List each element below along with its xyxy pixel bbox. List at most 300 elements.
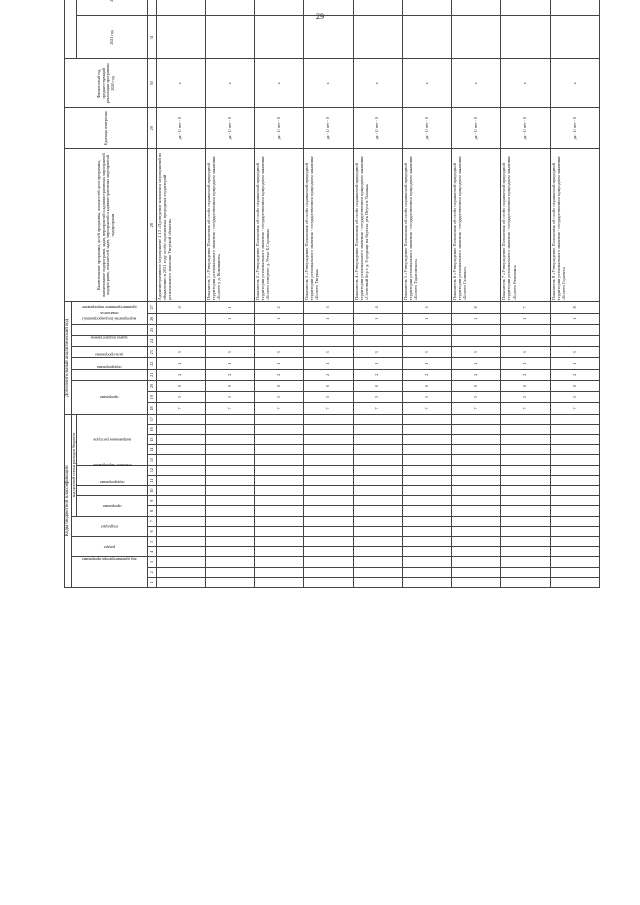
code-cell	[402, 567, 451, 577]
code-cell	[156, 434, 205, 444]
column-number: 21	[148, 369, 156, 380]
code-cell: 0	[304, 380, 353, 391]
unit-cell: да - 1/ нет - 0	[550, 108, 599, 149]
year-value-cell	[402, 0, 451, 16]
code-cell: 1	[550, 358, 599, 369]
column-number: 27	[148, 302, 156, 313]
code-cell	[156, 455, 205, 465]
code-cell	[205, 547, 254, 557]
code-cell	[304, 547, 353, 557]
unit-cell: да - 1/ нет - 0	[402, 108, 451, 149]
code-cell	[156, 557, 205, 567]
event-code-header: мероприятие (подмероприятие)	[71, 336, 148, 347]
code-cell	[452, 475, 501, 485]
code-cell	[156, 424, 205, 434]
code-cell	[402, 536, 451, 546]
code-cell	[452, 324, 501, 335]
code-cell	[501, 336, 550, 347]
fin-year-cell: х	[353, 59, 402, 108]
unit-cell: да - 1/ нет - 0	[304, 108, 353, 149]
row-name: Показатель 3 «Утверждение Положения об особо охраняемой природной территории регионального значения - государственном природном заказнике «Болото Тверка»	[304, 149, 353, 302]
column-number: 17	[148, 414, 156, 424]
unit-cell: да - 1/ нет - 0	[452, 108, 501, 149]
additional-code-header: Дополнительный аналитический код	[65, 302, 72, 414]
fin-year-cell: х	[452, 59, 501, 108]
code-cell	[353, 485, 402, 495]
subprogram-code-header: подпрограмма	[71, 369, 148, 380]
code-cell	[402, 506, 451, 516]
code-cell	[353, 516, 402, 526]
code-cell	[550, 336, 599, 347]
code-cell	[501, 465, 550, 475]
column-number: 9	[148, 496, 156, 506]
code-cell	[205, 526, 254, 536]
column-number	[148, 0, 156, 16]
code-cell	[255, 496, 304, 506]
year-value-cell	[452, 0, 501, 16]
code-cell: 3	[501, 392, 550, 403]
code-cell	[304, 465, 353, 475]
table-row	[304, 0, 353, 588]
code-cell	[304, 424, 353, 434]
code-cell: 3	[353, 347, 402, 358]
code-cell	[353, 577, 402, 587]
year-value-cell	[255, 0, 304, 16]
code-cell	[452, 557, 501, 567]
unit-cell: да - 1/ нет - 0	[353, 108, 402, 149]
column-number: 12	[148, 465, 156, 475]
row-name: Показатель 4 «Утверждение Положения об особо охраняемой природной территории регионального значения - государственном природном заказнике «Сосновый бор с д. Городище на берегах рек Осуга и Тьмака»	[353, 149, 402, 302]
code-cell	[501, 547, 550, 557]
code-cell	[353, 424, 402, 434]
code-cell: 6	[452, 302, 501, 313]
code-cell	[452, 496, 501, 506]
year-value-cell	[550, 0, 599, 16]
code-cell	[353, 324, 402, 335]
code-cell	[353, 496, 402, 506]
code-cell	[156, 526, 205, 536]
row-name: Показатель 5 «Утверждение Положения об особо охраняемой природной территории регионального значения - государственном природном заказнике «Болото Тарасовское»	[402, 149, 451, 302]
section-header: раздел	[71, 536, 148, 556]
code-cell	[304, 445, 353, 455]
code-cell	[304, 336, 353, 347]
code-cell	[255, 336, 304, 347]
code-cell	[452, 455, 501, 465]
fin-year-cell: х	[304, 59, 353, 108]
column-number: 8	[148, 506, 156, 516]
code-cell	[452, 536, 501, 546]
code-cell	[501, 485, 550, 495]
table-row	[501, 0, 550, 588]
code-cell	[255, 455, 304, 465]
code-cell	[205, 414, 254, 424]
code-cell	[255, 536, 304, 546]
code-cell: 1	[452, 358, 501, 369]
code-cell	[501, 496, 550, 506]
row-name: Показатель 2 «Утверждение Положения об особо охраняемой природной территории регионального значения - государственном природном заказнике «Болото севернее д. Устье Б.Соринка»	[255, 149, 304, 302]
code-cell	[304, 496, 353, 506]
code-cell	[550, 567, 599, 577]
code-cell	[255, 445, 304, 455]
code-cell	[452, 577, 501, 587]
code-cell	[550, 465, 599, 475]
table-row	[205, 0, 254, 588]
code-cell: 3	[156, 347, 205, 358]
code-cell	[156, 577, 205, 587]
code-cell: 3	[452, 347, 501, 358]
code-cell	[156, 414, 205, 424]
code-cell	[452, 336, 501, 347]
year-value-cell	[205, 16, 254, 59]
code-cell	[452, 516, 501, 526]
code-cell	[353, 567, 402, 577]
code-cell	[402, 336, 451, 347]
code-cell: 0	[156, 380, 205, 391]
code-cell	[550, 324, 599, 335]
name-header: Наименование программы, целей программы, показателей цели программы, наименование подпрограмм, задач, мероприятий и административных мероприятий подпрограмм, показателей задач, мероприятий и административных мероприятий подпрограмм	[65, 149, 148, 302]
code-cell: 3	[255, 347, 304, 358]
code-cell	[550, 455, 599, 465]
code-cell	[205, 506, 254, 516]
code-cell: 8	[550, 302, 599, 313]
code-cell	[353, 506, 402, 516]
code-cell	[452, 567, 501, 577]
target-article-header: код целевой статьи расходов бюджета	[71, 414, 77, 516]
code-cell: 0	[550, 380, 599, 391]
table-row	[353, 0, 402, 588]
code-cell: 2	[255, 369, 304, 380]
code-cell	[304, 475, 353, 485]
code-cell	[402, 516, 451, 526]
code-cell	[304, 455, 353, 465]
code-cell	[452, 465, 501, 475]
code-cell: 2	[156, 369, 205, 380]
column-number: 15	[148, 434, 156, 444]
fin-year-cell: х	[156, 59, 205, 108]
code-cell	[353, 557, 402, 567]
code-cell	[550, 547, 599, 557]
code-cell: 3	[402, 347, 451, 358]
code-cell: 1	[205, 313, 254, 324]
code-cell: 0	[255, 380, 304, 391]
column-number: 3	[148, 557, 156, 567]
code-cell	[255, 547, 304, 557]
subprogram-header: подпрограмма	[77, 485, 148, 495]
code-cell: 3	[353, 392, 402, 403]
code-cell	[501, 424, 550, 434]
code-cell	[402, 424, 451, 434]
code-cell	[205, 434, 254, 444]
code-cell	[156, 516, 205, 526]
code-cell	[353, 526, 402, 536]
code-cell: 1	[550, 313, 599, 324]
code-cell	[156, 336, 205, 347]
code-cell	[501, 324, 550, 335]
code-cell: 1	[501, 313, 550, 324]
code-cell	[304, 506, 353, 516]
column-number: 13	[148, 455, 156, 465]
code-cell	[205, 567, 254, 577]
code-cell	[205, 557, 254, 567]
code-cell	[255, 577, 304, 587]
code-cell: 0	[353, 380, 402, 391]
code-cell	[205, 496, 254, 506]
code-cell	[255, 557, 304, 567]
year-2022-header	[77, 0, 148, 16]
code-cell	[550, 557, 599, 567]
code-cell	[255, 434, 304, 444]
column-number: 18	[148, 403, 156, 414]
code-cell	[255, 526, 304, 536]
code-cell	[353, 455, 402, 465]
page-number: 29	[316, 12, 324, 21]
code-cell: 3	[304, 302, 353, 313]
program-header: программа	[77, 496, 148, 516]
code-cell: 1	[205, 358, 254, 369]
code-cell: 7	[304, 403, 353, 414]
code-cell	[304, 485, 353, 495]
column-number: 22	[148, 358, 156, 369]
table-row	[255, 0, 304, 588]
column-number: 20	[148, 380, 156, 391]
main-event-header: основное мероприятие	[77, 465, 148, 485]
code-cell: 7	[501, 403, 550, 414]
code-cell: 7	[255, 403, 304, 414]
code-cell: 7	[501, 302, 550, 313]
code-cell	[402, 324, 451, 335]
code-cell	[353, 475, 402, 485]
code-cell	[255, 475, 304, 485]
code-cell	[205, 445, 254, 455]
column-number: 23	[148, 347, 156, 358]
unit-cell: да - 1/ нет - 0	[501, 108, 550, 149]
code-cell	[304, 567, 353, 577]
code-cell: 3	[501, 347, 550, 358]
code-cell: 0	[501, 380, 550, 391]
code-cell: 7	[452, 403, 501, 414]
code-cell	[550, 414, 599, 424]
code-cell	[452, 506, 501, 516]
code-cell	[501, 414, 550, 424]
code-cell	[156, 475, 205, 485]
column-number: 11	[148, 475, 156, 485]
code-cell: 1	[402, 358, 451, 369]
code-cell	[402, 496, 451, 506]
code-cell: 4	[353, 302, 402, 313]
code-cell	[452, 485, 501, 495]
column-number: 24	[148, 336, 156, 347]
code-cell	[402, 577, 451, 587]
code-cell	[156, 485, 205, 495]
code-cell: 1	[353, 313, 402, 324]
code-cell	[402, 455, 451, 465]
column-number: 19	[148, 392, 156, 403]
admin-code-header: код администратора программы	[71, 557, 148, 588]
code-cell: 1	[402, 313, 451, 324]
code-cell	[255, 414, 304, 424]
year-2021-header: 2021 год	[77, 16, 148, 59]
column-number: 4	[148, 547, 156, 557]
code-cell	[550, 577, 599, 587]
year-value-cell	[501, 0, 550, 16]
code-cell	[501, 434, 550, 444]
unit-cell: да - 1/ нет - 0	[156, 108, 205, 149]
code-cell: 1	[304, 313, 353, 324]
code-cell	[501, 445, 550, 455]
code-cell	[304, 526, 353, 536]
code-cell: 3	[304, 347, 353, 358]
code-cell: 3	[550, 392, 599, 403]
row-name: Административное мероприятие 2.13 «Проведение комплекса мероприятий по объявлению в 2021 году особо охраняемых природных территорий регионального значения Тверской области»	[156, 149, 205, 302]
code-cell	[156, 465, 205, 475]
code-cell: 7	[156, 403, 205, 414]
unit-cell: да - 1/ нет - 0	[255, 108, 304, 149]
year-value-cell	[205, 0, 254, 16]
code-cell	[156, 313, 205, 324]
year-value-cell	[304, 0, 353, 16]
column-number: 29	[148, 108, 156, 149]
code-cell	[550, 424, 599, 434]
code-cell: 3	[402, 392, 451, 403]
column-number: 10	[148, 485, 156, 495]
rotated-table-area	[64, 30, 600, 888]
code-cell	[353, 434, 402, 444]
code-cell	[550, 516, 599, 526]
year-value-cell	[353, 16, 402, 59]
code-cell	[205, 455, 254, 465]
code-cell	[304, 577, 353, 587]
code-cell	[501, 516, 550, 526]
code-cell	[501, 567, 550, 577]
program-table-sheet	[64, 0, 600, 588]
code-cell	[452, 526, 501, 536]
code-cell	[255, 485, 304, 495]
code-cell: 7	[402, 403, 451, 414]
code-cell: 1	[156, 358, 205, 369]
code-cell: 3	[156, 392, 205, 403]
unit-header: Единица измерения	[65, 108, 148, 149]
code-cell	[550, 485, 599, 495]
task-code-header: задача подпрограммы	[71, 347, 148, 358]
code-cell	[205, 516, 254, 526]
admin-event-header: административное мероприятие	[71, 324, 148, 335]
table-row	[402, 0, 451, 588]
code-cell	[156, 496, 205, 506]
code-cell	[205, 424, 254, 434]
program-indicators-table	[64, 0, 600, 588]
code-cell: 3	[304, 392, 353, 403]
code-cell: 3	[550, 347, 599, 358]
code-cell	[353, 445, 402, 455]
code-cell	[501, 455, 550, 465]
code-cell	[353, 536, 402, 546]
code-cell	[353, 465, 402, 475]
code-cell: 1	[255, 313, 304, 324]
code-cell	[304, 516, 353, 526]
column-number: 2	[148, 567, 156, 577]
goal-code-header: цель программы	[71, 358, 148, 369]
column-number: 14	[148, 445, 156, 455]
code-cell	[501, 526, 550, 536]
code-cell: 2	[452, 369, 501, 380]
program-code-header: программа	[71, 380, 148, 414]
code-cell	[550, 506, 599, 516]
code-cell: 7	[205, 403, 254, 414]
code-cell: 1	[255, 358, 304, 369]
code-cell: 2	[255, 302, 304, 313]
year-value-cell	[452, 16, 501, 59]
code-cell	[452, 445, 501, 455]
code-cell	[402, 475, 451, 485]
code-cell	[156, 547, 205, 557]
code-cell: 1	[304, 358, 353, 369]
fin-year-cell: х	[205, 59, 254, 108]
code-cell	[402, 557, 451, 567]
fin-year-cell: х	[255, 59, 304, 108]
table-row	[550, 0, 599, 588]
code-cell: 2	[501, 369, 550, 380]
code-cell	[452, 414, 501, 424]
code-cell: 3	[255, 392, 304, 403]
code-cell	[255, 465, 304, 475]
row-name: Показатель 6 «Утверждение Положения об особо охраняемой природной территории регионального значения - государственном природном заказнике «Болото Галичье»	[452, 149, 501, 302]
code-cell	[205, 536, 254, 546]
code-cell	[205, 324, 254, 335]
code-cell: 7	[550, 403, 599, 414]
code-cell	[452, 424, 501, 434]
column-number: 7	[148, 516, 156, 526]
code-cell	[402, 547, 451, 557]
budget-codes-header: Коды бюджетной классификации	[65, 414, 72, 587]
code-cell	[402, 465, 451, 475]
code-cell: 1	[353, 358, 402, 369]
code-cell	[550, 445, 599, 455]
years-header	[65, 0, 77, 59]
code-cell: 3	[205, 347, 254, 358]
fin-year-cell: х	[402, 59, 451, 108]
row-name: Показатель 8 «Утверждение Положения об особо охраняемой природной территории регионального значения - государственном природном заказнике «Болото Горячее»	[550, 149, 599, 302]
code-cell	[156, 445, 205, 455]
year-value-cell	[402, 16, 451, 59]
year-value-cell	[304, 16, 353, 59]
direction-header: направление расходов	[77, 414, 148, 465]
code-cell: 0	[452, 380, 501, 391]
row-name: Показатель 7 «Утверждение Положения об особо охраняемой природной территории регионального значения - государственном природном заказнике «Болото Рамешко»	[501, 149, 550, 302]
code-cell: 0	[156, 302, 205, 313]
code-cell: 2	[353, 369, 402, 380]
column-number: 6	[148, 526, 156, 536]
table-row	[452, 0, 501, 588]
code-cell	[205, 336, 254, 347]
code-cell	[304, 414, 353, 424]
year-value-cell	[353, 0, 402, 16]
code-cell	[550, 496, 599, 506]
code-cell	[304, 536, 353, 546]
code-cell	[255, 567, 304, 577]
column-number: 5	[148, 536, 156, 546]
column-number: 25	[148, 324, 156, 335]
code-cell	[255, 506, 304, 516]
code-cell: 2	[205, 369, 254, 380]
year-value-cell	[550, 16, 599, 59]
code-cell	[156, 567, 205, 577]
code-cell: 2	[402, 369, 451, 380]
code-cell	[255, 516, 304, 526]
column-number: 31	[148, 16, 156, 59]
code-cell	[304, 434, 353, 444]
year-value-cell	[156, 16, 205, 59]
indicator-header: показатель	[71, 302, 148, 325]
